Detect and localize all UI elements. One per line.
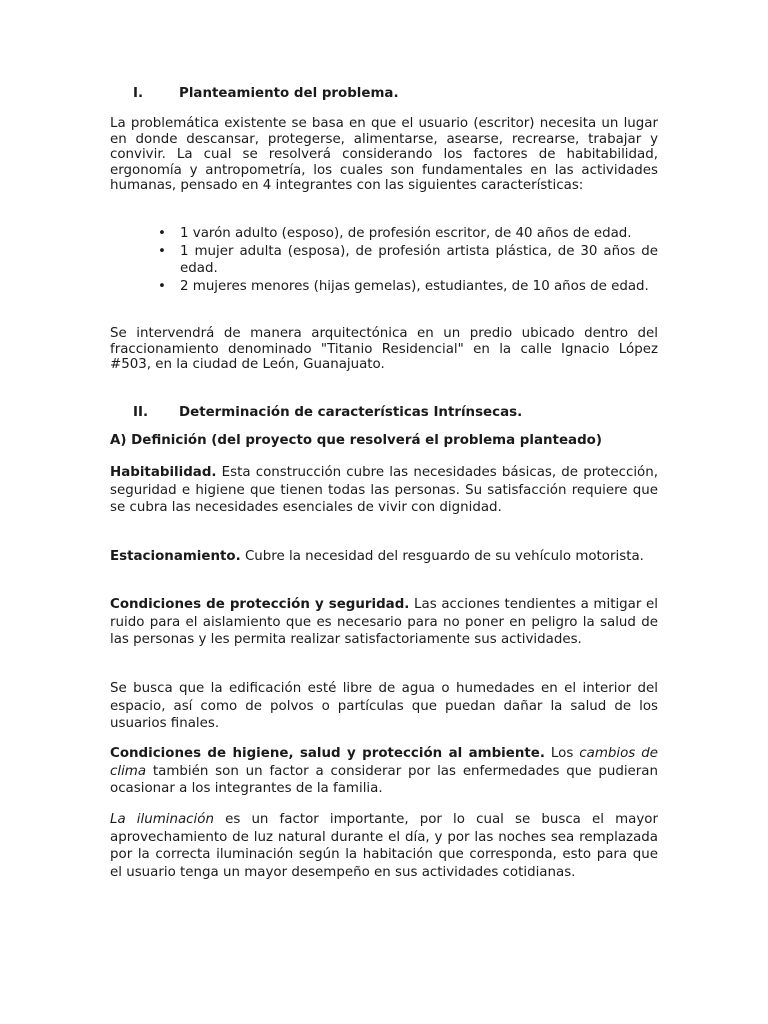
habitabilidad-text: Esta construcción cubre las necesidades básicas, de protección, seguridad e higiene que tienen todas las personas. Su satisfacción requiere que se cubra las necesidades esenciales de vivir con dignidad. bbox=[110, 465, 658, 516]
definition-subheading: A) Definición (del proyecto que resolverá el problema planteado) bbox=[110, 433, 602, 448]
list-item: • 1 varón adulto (esposo), de profesión escritor, de 40 años de edad. bbox=[180, 225, 658, 243]
estacionamiento-term: Estacionamiento. bbox=[110, 549, 241, 564]
section-1-title: Planteamiento del problema. bbox=[179, 86, 399, 101]
higiene-paragraph bbox=[110, 745, 658, 798]
iluminacion-text: es un factor importante, por lo cual se busca el mayor aprovechamiento de luz natural durante el día, y por las noches sea remplazada por la correcta iluminación según la habitación que corresponda, esto para que el usuario tenga un mayor desempeño en sus actividades cotidianas. bbox=[110, 812, 658, 880]
estacionamiento-paragraph bbox=[110, 548, 658, 566]
higiene-italic: cambios de clima bbox=[110, 746, 658, 779]
family-members-list bbox=[180, 225, 658, 295]
list-item: • 1 mujer adulta (esposa), de profesión artista plástica, de 30 años de edad. bbox=[180, 243, 658, 278]
section-1-heading bbox=[133, 85, 399, 102]
higiene-text: también son un factor a considerar por las enfermedades que pudieran ocasionar a los integrantes de la familia. bbox=[110, 763, 658, 797]
proteccion-term: Condiciones de protección y seguridad. bbox=[110, 597, 410, 612]
iluminacion-italic: La iluminación bbox=[110, 812, 214, 827]
higiene-pre: Los bbox=[544, 746, 580, 761]
edificacion-paragraph: Se busca que la edificación esté libre de agua o humedades en el interior del espacio, así como de polvos o partículas que puedan dañar la salud de los usuarios finales. bbox=[110, 681, 658, 732]
section-2-heading bbox=[133, 404, 522, 421]
site-location-paragraph: Se intervendrá de manera arquitectónica en un predio ubicado dentro del fraccionamiento denominado "Titanio Residencial" en la calle Ignacio López #503, en la ciudad de León, Guanajuato. bbox=[110, 326, 658, 373]
list-item: • 2 mujeres menores (hijas gemelas), estudiantes, de 10 años de edad. bbox=[180, 278, 658, 296]
proteccion-paragraph bbox=[110, 596, 658, 649]
proteccion-text: Las acciones tendientes a mitigar el ruido para el aislamiento que es necesario para no poner en peligro la salud de las personas y les permita realizar satisfactoriamente sus actividades. bbox=[110, 597, 658, 648]
section-2-title: Determinación de características Intrínsecas. bbox=[179, 405, 523, 420]
estacionamiento-text: Cubre la necesidad del resguardo de su vehículo motorista. bbox=[240, 549, 644, 564]
section-2-number: II. bbox=[133, 405, 149, 420]
problem-intro-paragraph: La problemática existente se basa en que el usuario (escritor) necesita un lugar en donde descansar, protegerse, alimentarse, asearse, recrearse, trabajar y convivir. La cual se resolverá considerando los factores de habitabilidad, ergonomía y antropometría, los cuales son fundamentales en las actividades humanas, pensado en 4 integrantes con las siguientes características: bbox=[110, 116, 658, 194]
habitabilidad-term: Habitabilidad. bbox=[110, 465, 217, 480]
iluminacion-paragraph bbox=[110, 811, 658, 881]
habitabilidad-paragraph bbox=[110, 464, 658, 517]
section-1-number: I. bbox=[133, 86, 144, 101]
higiene-term: Condiciones de higiene, salud y protección al ambiente. bbox=[110, 746, 545, 761]
